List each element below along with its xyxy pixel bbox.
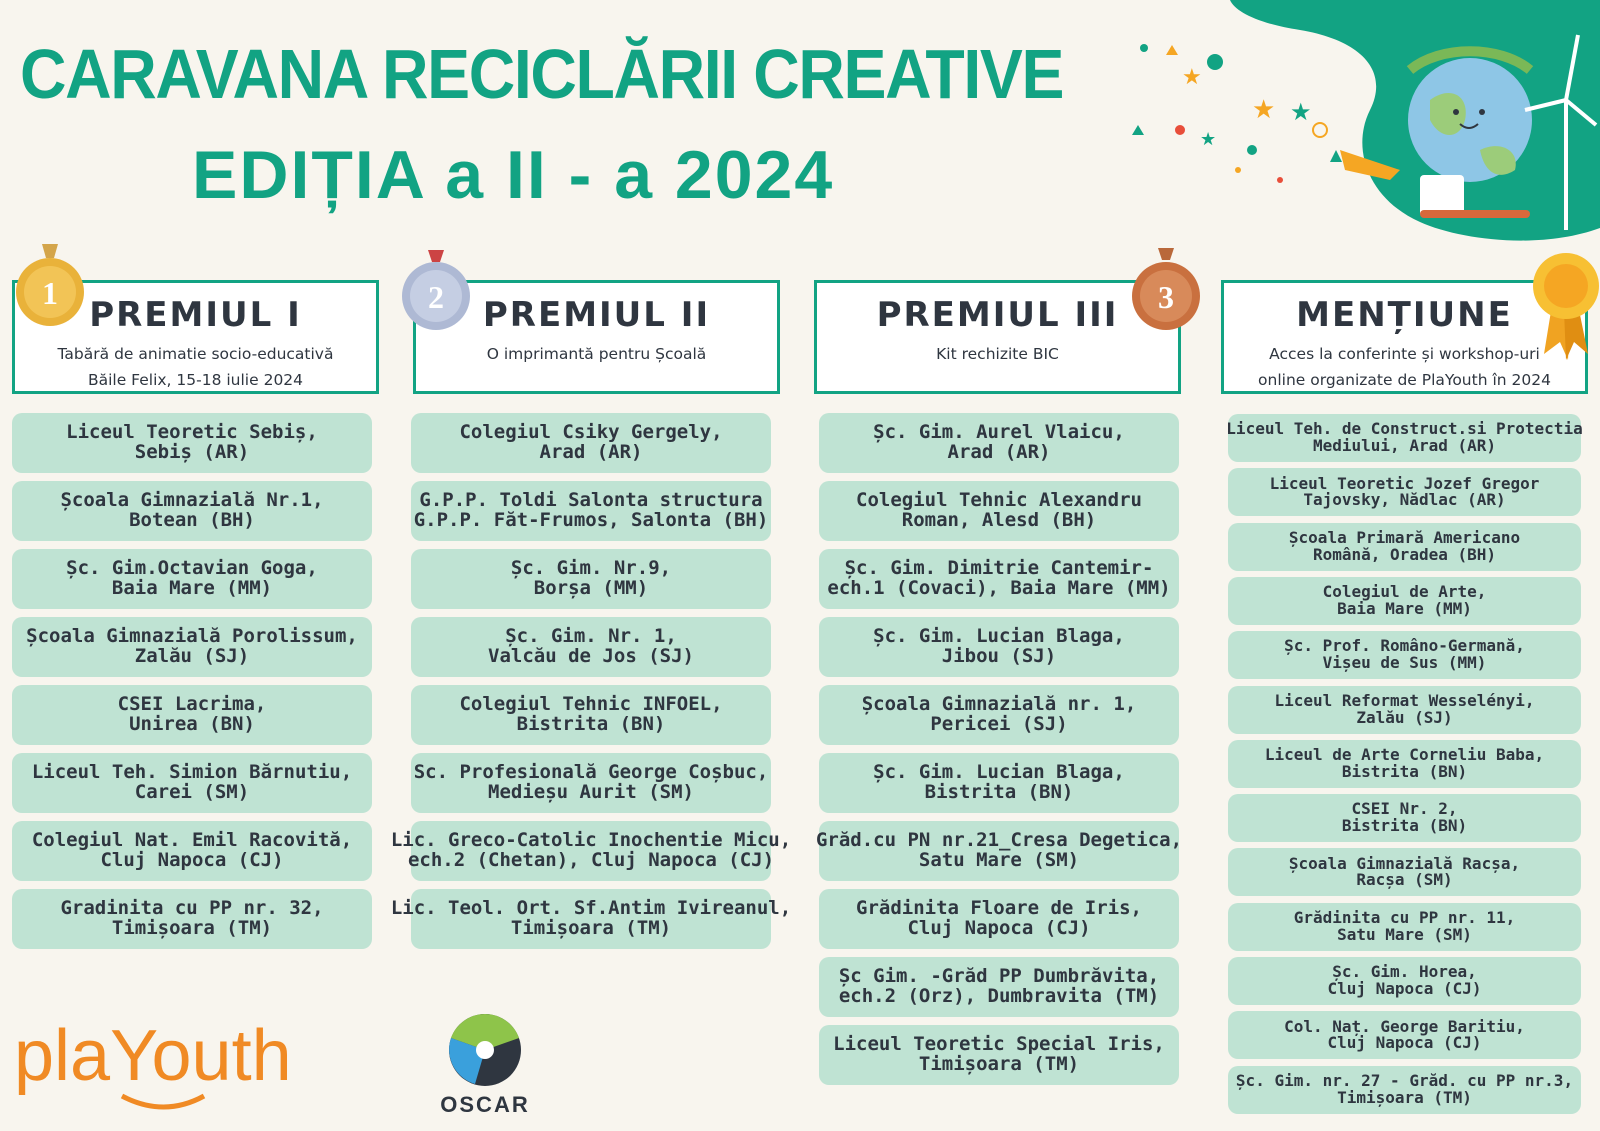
prize-3-item: Șc. Gim. Lucian Blaga, Bistrita (BN) (819, 753, 1179, 813)
prize-3-item: Liceul Teoretic Special Iris, Timișoara (TM) (819, 1025, 1179, 1085)
playouth-logo (14, 1018, 344, 1118)
prize-3-item: Șc. Gim. Dimitrie Cantemir- ech.1 (Covaci), Baia Mare (MM) (819, 549, 1179, 609)
svg-text:1: 1 (42, 275, 58, 311)
prize-2-item: Colegiul Tehnic INFOEL, Bistrita (BN) (411, 685, 771, 745)
prize-1-item: Liceul Teoretic Sebiș, Sebiș (AR) (12, 413, 372, 473)
prize-2-item: G.P.P. Toldi Salonta structura G.P.P. Făt-Frumos, Salonta (BH) (411, 481, 771, 541)
page-subtitle: EDIȚIA a II - a 2024 (192, 137, 835, 213)
prize-3-item: Grăd.cu PN nr.21_Cresa Degetica, Satu Mare (SM) (819, 821, 1179, 881)
prize-2-title: PREMIUL II (482, 295, 711, 335)
prize-1-item: Șc. Gim.Octavian Goga, Baia Mare (MM) (12, 549, 372, 609)
prize-3-description: Kit rechizite BIC (936, 345, 1059, 363)
prize-1-title: PREMIUL I (89, 295, 302, 335)
prize-2-item: Colegiul Csiky Gergely, Arad (AR) (411, 413, 771, 473)
svg-text:★: ★ (1200, 129, 1217, 150)
prize-3-item: Șc. Gim. Lucian Blaga, Jibou (SJ) (819, 617, 1179, 677)
prize-2-item: Șc. Gim. Nr.9, Borșa (MM) (411, 549, 771, 609)
svg-text:★: ★ (1290, 98, 1312, 126)
mention-item: Colegiul de Arte, Baia Mare (MM) (1228, 577, 1581, 625)
mention-item: Șc. Gim. nr. 27 - Grăd. cu PP nr.3, Timișoara (TM) (1228, 1066, 1581, 1114)
prize-1-item: Liceul Teh. Simion Bărnutiu, Carei (SM) (12, 753, 372, 813)
prize-2-item: Lic. Teol. Ort. Sf.Antim Ivireanul, Timișoara (TM) (411, 889, 771, 949)
prize-1-item: Școala Gimnazială Porolissum, Zalău (SJ) (12, 617, 372, 677)
mention-item: Liceul Teoretic Jozef Gregor Tajovsky, Nădlac (AR) (1228, 468, 1581, 516)
prize-3-item: Școala Gimnazială nr. 1, Pericei (SJ) (819, 685, 1179, 745)
prize-3-item: Colegiul Tehnic Alexandru Roman, Alesd (BH) (819, 481, 1179, 541)
oscar-logo (440, 1010, 530, 1118)
mention-item: Școala Gimnazială Racșa, Racșa (SM) (1228, 848, 1581, 896)
prize-1-item: Școala Gimnazială Nr.1, Botean (BH) (12, 481, 372, 541)
gold-medal-icon (12, 244, 88, 330)
mention-title: MENȚIUNE (1296, 295, 1513, 335)
bronze-medal-icon (1130, 248, 1202, 334)
prize-1-item: Gradinita cu PP nr. 32, Timișoara (TM) (12, 889, 372, 949)
prize-1-description: Tabără de animatie socio-educativă Băile Felix, 15-18 iulie 2024 (57, 345, 334, 389)
prize-3-item: Șc Gim. -Grăd PP Dumbrăvita, ech.2 (Orz), Dumbravita (TM) (819, 957, 1179, 1017)
prize-2-item: Sc. Profesională George Coșbuc, Medieșu Aurit (SM) (411, 753, 771, 813)
prize-2-item: Lic. Greco-Catolic Inochentie Micu, ech.2 (Chetan), Cluj Napoca (CJ) (411, 821, 771, 881)
oscar-logo-text: OSCAR (440, 1092, 530, 1117)
oscar-logo-icon (445, 1010, 525, 1090)
prize-3-item: Șc. Gim. Aurel Vlaicu, Arad (AR) (819, 413, 1179, 473)
svg-text:★: ★ (1182, 65, 1202, 90)
page-title: CARAVANA RECICLĂRII CREATIVE (20, 35, 1064, 113)
prize-2-description: O imprimantă pentru Școală (486, 345, 707, 363)
prize-1-item: CSEI Lacrima, Unirea (BN) (12, 685, 372, 745)
svg-text:★: ★ (1252, 95, 1276, 125)
earth-illustration (1120, 0, 1600, 250)
mention-item: Șc. Gim. Horea, Cluj Napoca (CJ) (1228, 957, 1581, 1005)
prize-2-item: Șc. Gim. Nr. 1, Valcău de Jos (SJ) (411, 617, 771, 677)
mention-item: Șc. Prof. Româno-Germană, Vișeu de Sus (MM) (1228, 631, 1581, 679)
mention-description: Acces la conferinte și workshop-uri online organizate de PlaYouth în 2024 (1258, 345, 1551, 389)
svg-text:plaYouth: plaYouth (14, 1018, 292, 1096)
silver-medal-icon (400, 250, 472, 334)
mention-item: Liceul Teh. de Construct.si Protectia Mediului, Arad (AR) (1228, 414, 1581, 462)
prize-1-item: Colegiul Nat. Emil Racovită, Cluj Napoca (CJ) (12, 821, 372, 881)
svg-text:3: 3 (1158, 279, 1174, 315)
mention-item: Liceul Reformat Wesselényi, Zalău (SJ) (1228, 686, 1581, 734)
svg-text:2: 2 (428, 279, 444, 315)
mention-item: Grădinita cu PP nr. 11, Satu Mare (SM) (1228, 903, 1581, 951)
mention-item: Școala Primară Americano Română, Oradea (BH) (1228, 523, 1581, 571)
prize-3-item: Grădinita Floare de Iris, Cluj Napoca (CJ) (819, 889, 1179, 949)
mention-item: CSEI Nr. 2, Bistrita (BN) (1228, 794, 1581, 842)
prize-3-header (814, 280, 1181, 394)
award-ribbon-icon (1530, 250, 1600, 360)
prize-3-title: PREMIUL III (876, 295, 1119, 335)
mention-item: Liceul de Arte Corneliu Baba, Bistrita (BN) (1228, 740, 1581, 788)
mention-item: Col. Naț. George Baritiu, Cluj Napoca (CJ) (1228, 1011, 1581, 1059)
